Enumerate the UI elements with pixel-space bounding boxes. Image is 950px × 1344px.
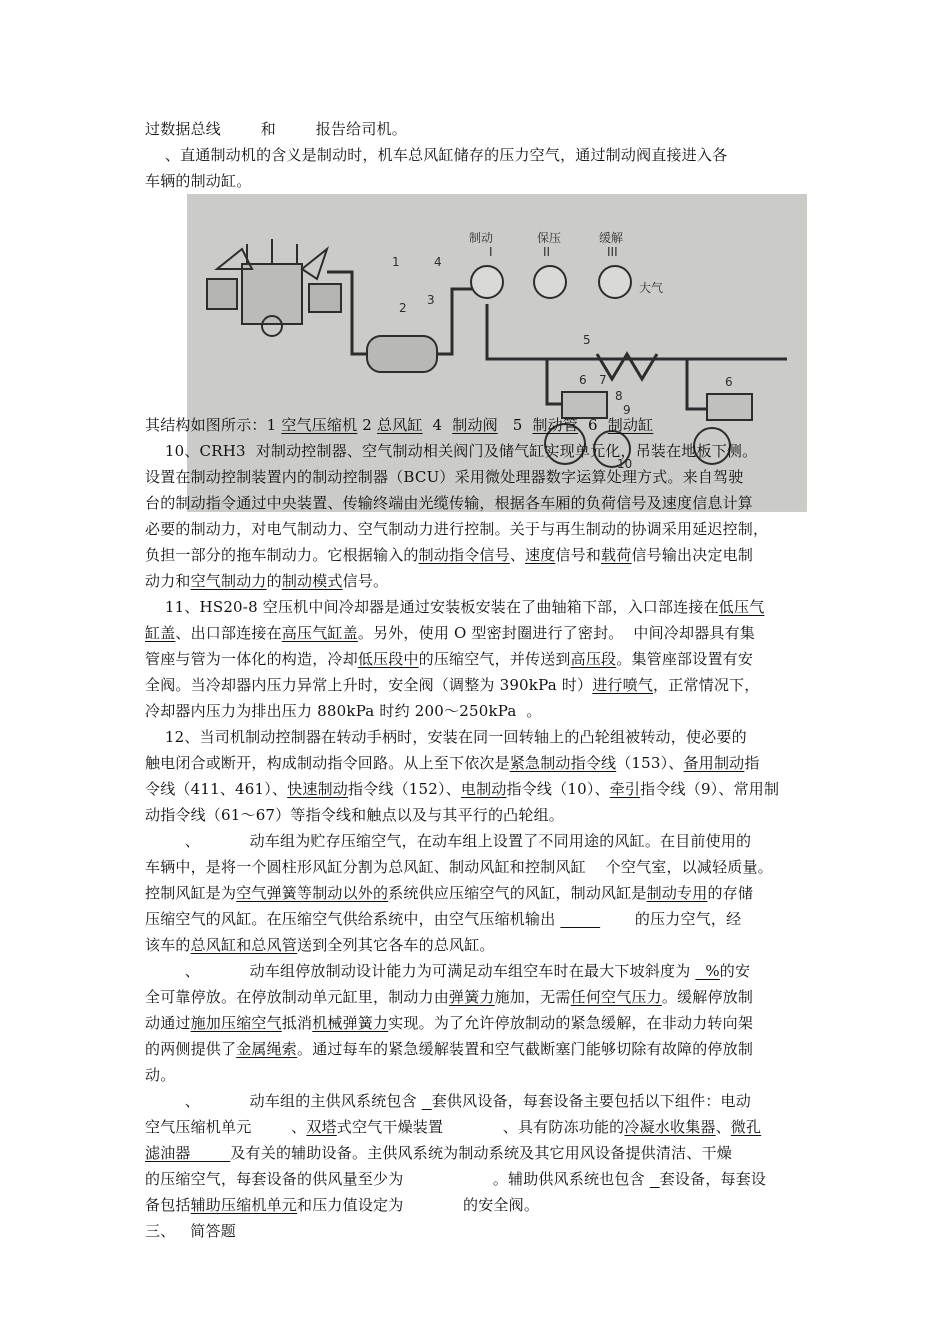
text-segment: 、 xyxy=(509,546,526,564)
text-segment: 的存储 xyxy=(707,884,754,902)
text-segment: 三、 简答题 xyxy=(145,1222,236,1240)
text-line xyxy=(145,1140,815,1166)
underlined-answer: 制动指令信号 xyxy=(418,546,510,564)
text-line xyxy=(145,854,815,880)
text-segment: 指令线（9）、常用制 xyxy=(640,780,780,798)
underlined-answer xyxy=(560,910,600,928)
text-segment: 车辆中，是将一个圆柱形风缸分割为总风缸、制动风缸和控制风缸 个空气室，以减轻质量。 xyxy=(145,858,773,876)
text-segment: 套设备，每套设 xyxy=(659,1170,767,1188)
text-segment: ，正常情况下， xyxy=(653,676,760,694)
text-segment: 的压缩空气，并传送到 xyxy=(418,650,571,668)
underlined-answer: 冷凝水收集器 xyxy=(624,1118,716,1136)
text-segment: 的安 xyxy=(719,962,751,980)
text-line xyxy=(145,516,815,542)
underlined-answer xyxy=(650,1170,660,1188)
underlined-answer: 紧急制动指令线 xyxy=(509,754,617,772)
underlined-answer: 空气压缩机 xyxy=(281,416,358,434)
label-roman-1: I xyxy=(489,245,493,259)
underlined-answer: 总风缸和总风管 xyxy=(190,936,298,954)
label-roman-2: II xyxy=(543,245,551,259)
text-line xyxy=(145,724,815,750)
underlined-answer: 弹簧力 xyxy=(449,988,495,1006)
text-line xyxy=(145,542,815,568)
label-10: 10 xyxy=(617,457,633,471)
text-segment: 动力和 xyxy=(145,572,191,590)
underlined-answer: 备用制动 xyxy=(683,754,745,772)
text-line xyxy=(145,984,815,1010)
text-line xyxy=(145,750,815,776)
text-segment: 。缓解停放制 xyxy=(661,988,754,1006)
text-segment: 4 xyxy=(422,416,453,434)
text-segment: 、 动车组为贮存压缩空气，在动车组上设置了不同用途的风缸。在目前使用的 xyxy=(145,832,752,850)
text-segment: 2 xyxy=(357,416,378,434)
text-line xyxy=(145,438,815,464)
text-segment: 施加，无需 xyxy=(494,988,571,1006)
text-segment: 式空气干燥装置 、具有防冻功能的 xyxy=(336,1118,625,1136)
text-line xyxy=(145,672,815,698)
label-atmosphere: 大气 xyxy=(639,281,664,295)
text-segment: 11、HS20-8 空压机中间冷却器是通过安装板安装在了曲轴箱下部，入口部连接在 xyxy=(145,598,719,616)
text-line xyxy=(145,828,815,854)
underlined-answer: 双塔 xyxy=(306,1118,337,1136)
underlined-answer: 高压气缸盖 xyxy=(281,624,358,642)
text-segment: 动。 xyxy=(145,1066,176,1084)
underlined-answer: 制动模式 xyxy=(281,572,343,590)
text-segment: 的两侧提供了 xyxy=(145,1040,237,1058)
text-segment: 及有关的辅助设备。主供风系统为制动系统及其它用风设备提供清洁、干燥 xyxy=(230,1144,732,1162)
air-compressor-drawing xyxy=(207,239,341,336)
text-segment: 指 xyxy=(744,754,760,772)
label-8: 8 xyxy=(615,389,623,403)
text-line xyxy=(145,464,815,490)
text-segment: 、出口部连接在 xyxy=(175,624,282,642)
label-9: 9 xyxy=(623,403,631,417)
text-segment: 5 xyxy=(497,416,533,434)
underlined-answer: 低压段中 xyxy=(357,650,419,668)
main-reservoir-drawing xyxy=(367,336,437,372)
underlined-answer: 滤油器 xyxy=(145,1144,191,1162)
underlined-answer: 空气弹簧等制动以外的 xyxy=(236,884,389,902)
text-segment: 车辆的制动缸。 xyxy=(145,172,252,190)
text-segment: 送到全列其它各车的总风缸。 xyxy=(297,936,495,954)
label-2: 2 xyxy=(399,301,407,315)
text-segment: 、 动车组的主供风系统包含 xyxy=(145,1092,422,1110)
text-segment: 该车的 xyxy=(145,936,191,954)
text-segment: 必要的制动力，对电气制动力、空气制动力进行控制。关于与再生制动的协调采用延迟控制， xyxy=(145,520,769,538)
text-segment: 系统供应压缩空气的风缸，制动风缸是 xyxy=(388,884,647,902)
underlined-answer: 制动管 xyxy=(532,416,579,434)
label-roman-3: III xyxy=(607,245,618,259)
underlined-answer: 高压段 xyxy=(570,650,617,668)
text-line xyxy=(145,958,815,984)
text-line xyxy=(145,620,815,646)
text-segment: 10、CRH3 对制动控制器、空气制动相关阀门及储气缸实现单元化，吊装在地板下侧。 xyxy=(145,442,758,460)
text-segment: 的压力空气，经 xyxy=(600,910,742,928)
text-line xyxy=(145,594,815,620)
text-line xyxy=(145,168,815,194)
text-line xyxy=(145,1062,815,1088)
text-line xyxy=(145,490,815,516)
underlined-answer: 金属绳索 xyxy=(236,1040,298,1058)
text-segment: 触电闭合或断开，构成制动指令回路。从上至下依次是 xyxy=(145,754,510,772)
text-segment: 套供风设备，每套设备主要包括以下组件：电动 xyxy=(431,1092,751,1110)
text-line xyxy=(145,1218,815,1244)
text-segment: 负担一部分的拖车制动力。它根据输入的 xyxy=(145,546,419,564)
underlined-answer: 载荷 xyxy=(601,546,632,564)
text-segment: 。另外，使用 O 型密封圈进行了密封。 中间冷却器具有集 xyxy=(357,624,756,642)
text-line xyxy=(145,880,815,906)
underlined-answer: 制动专用 xyxy=(646,884,708,902)
text-segment: 备包括 xyxy=(145,1196,191,1214)
label-hold: 保压 xyxy=(537,231,562,245)
text-segment: 全可靠停放。在停放制动单元缸里，制动力由 xyxy=(145,988,450,1006)
underlined-answer: 牵引 xyxy=(609,780,641,798)
underlined-answer: 机械弹簧力 xyxy=(312,1014,389,1032)
label-6a: 6 xyxy=(579,373,587,387)
text-line xyxy=(145,412,815,438)
text-line xyxy=(145,1192,815,1218)
text-line xyxy=(145,142,815,168)
text-segment: 过数据总线 xyxy=(145,120,222,138)
underlined-answer: 空气制动力 xyxy=(190,572,267,590)
underlined-answer xyxy=(191,1144,231,1162)
underlined-answer: 总风缸 xyxy=(377,416,423,434)
text-segment: 信号和 xyxy=(555,546,602,564)
text-segment: 6 xyxy=(578,416,608,434)
label-6b: 6 xyxy=(725,375,733,389)
text-segment: 全阀。当冷却器内压力异常上升时，安全阀（调整为 390kPa 时） xyxy=(145,676,593,694)
underlined-answer: 制动阀 xyxy=(452,416,498,434)
underlined-answer: 速度 xyxy=(525,546,556,564)
underlined-answer: 低压气 xyxy=(718,598,765,616)
brake-valve-positions xyxy=(471,266,631,298)
text-line xyxy=(145,1166,815,1192)
text-segment: 信号输出决定电制 xyxy=(631,546,754,564)
text-segment: 、直通制动机的含义是制动时，机车总风缸储存的压力空气，通过制动阀直接进入各 xyxy=(145,146,728,164)
underlined-answer xyxy=(422,1092,432,1110)
text-segment: 。集管座部设置有安 xyxy=(616,650,754,668)
underlined-answer: 施加压缩空气 xyxy=(190,1014,282,1032)
text-segment: 动通过 xyxy=(145,1014,191,1032)
text-segment: 报告给司机。 xyxy=(315,120,407,138)
text-segment: 12、当司机制动控制器在转动手柄时，安装在同一回转轴上的凸轮组被转动，使必要的 xyxy=(145,728,747,746)
text-segment: 实现。为了允许停放制动的紧急缓解，在非动力转向架 xyxy=(388,1014,754,1032)
text-segment: 信号。 xyxy=(342,572,389,590)
text-line xyxy=(145,802,815,828)
text-segment: 和 xyxy=(221,120,316,138)
underlined-answer: 缸盖 xyxy=(145,624,176,642)
text-line xyxy=(145,776,815,802)
label-5: 5 xyxy=(583,333,591,347)
text-segment: 空气压缩机单元 、 xyxy=(145,1118,307,1136)
text-segment: 管座与管为一体化的构造，冷却 xyxy=(145,650,358,668)
text-line xyxy=(145,1114,815,1140)
text-line xyxy=(145,568,815,594)
underlined-answer: 辅助压缩机单元 xyxy=(190,1196,298,1214)
label-release: 缓解 xyxy=(599,231,624,245)
label-4: 4 xyxy=(434,255,442,269)
text-segment: 。通过每车的紧急缓解装置和空气截断塞门能够切除有故障的停放制 xyxy=(297,1040,754,1058)
text-segment: 抵消 xyxy=(281,1014,313,1032)
text-segment: 动指令线（61～67）等指令线和触点以及与其平行的凸轮组。 xyxy=(145,806,564,824)
text-segment: 控制风缸是为 xyxy=(145,884,237,902)
text-segment: 指令线（152）、 xyxy=(347,780,461,798)
text-segment: 台的制动指令通过中央装置、传输终端由光缆传输，根据各车厢的负荷信号及速度信息计算 xyxy=(145,494,754,512)
text-line xyxy=(145,932,815,958)
label-7: 7 xyxy=(599,373,607,387)
text-segment: 其结构如图所示：1 xyxy=(145,416,282,434)
text-segment: 的 xyxy=(266,572,282,590)
underlined-answer: 微孔 xyxy=(730,1118,762,1136)
text-line xyxy=(145,1010,815,1036)
text-line xyxy=(145,116,815,142)
underlined-answer: 电制动 xyxy=(460,780,507,798)
underlined-answer: 制动缸 xyxy=(607,416,654,434)
text-segment: 的压缩空气，每套设备的供风量至少为 。辅助供风系统也包含 xyxy=(145,1170,650,1188)
text-line xyxy=(145,1036,815,1062)
label-brake: 制动 xyxy=(469,231,494,245)
text-line xyxy=(145,906,815,932)
underlined-answer: 任何空气压力 xyxy=(570,988,662,1006)
text-segment: 令线（411、461）、 xyxy=(145,780,288,798)
text-segment: 冷却器内压力为排出压力 880kPa 时约 200～250kPa 。 xyxy=(145,702,542,720)
text-line xyxy=(145,646,815,672)
text-segment: 设置在制动控制装置内的制动控制器（BCU）采用微处理器数字运算处理方式。来自驾驶 xyxy=(145,468,744,486)
underlined-answer: 进行喷气 xyxy=(592,676,654,694)
text-line xyxy=(145,1088,815,1114)
text-segment: 、 动车组停放制动设计能力为可满足动车组空车时在最大下坡斜度为 xyxy=(145,962,696,980)
text-line xyxy=(145,698,815,724)
underlined-answer: 快速制动 xyxy=(287,780,348,798)
label-1: 1 xyxy=(392,255,400,269)
text-segment: 压缩空气的风缸。在压缩空气供给系统中，由空气压缩机输出 xyxy=(145,910,561,928)
label-3: 3 xyxy=(427,293,435,307)
text-segment: 、 xyxy=(715,1118,731,1136)
text-segment: （153）、 xyxy=(616,754,684,772)
text-segment: 指令线（10）、 xyxy=(506,780,610,798)
text-segment: 和压力值设定为 的安全阀。 xyxy=(297,1196,540,1214)
underlined-answer: % xyxy=(695,962,720,980)
